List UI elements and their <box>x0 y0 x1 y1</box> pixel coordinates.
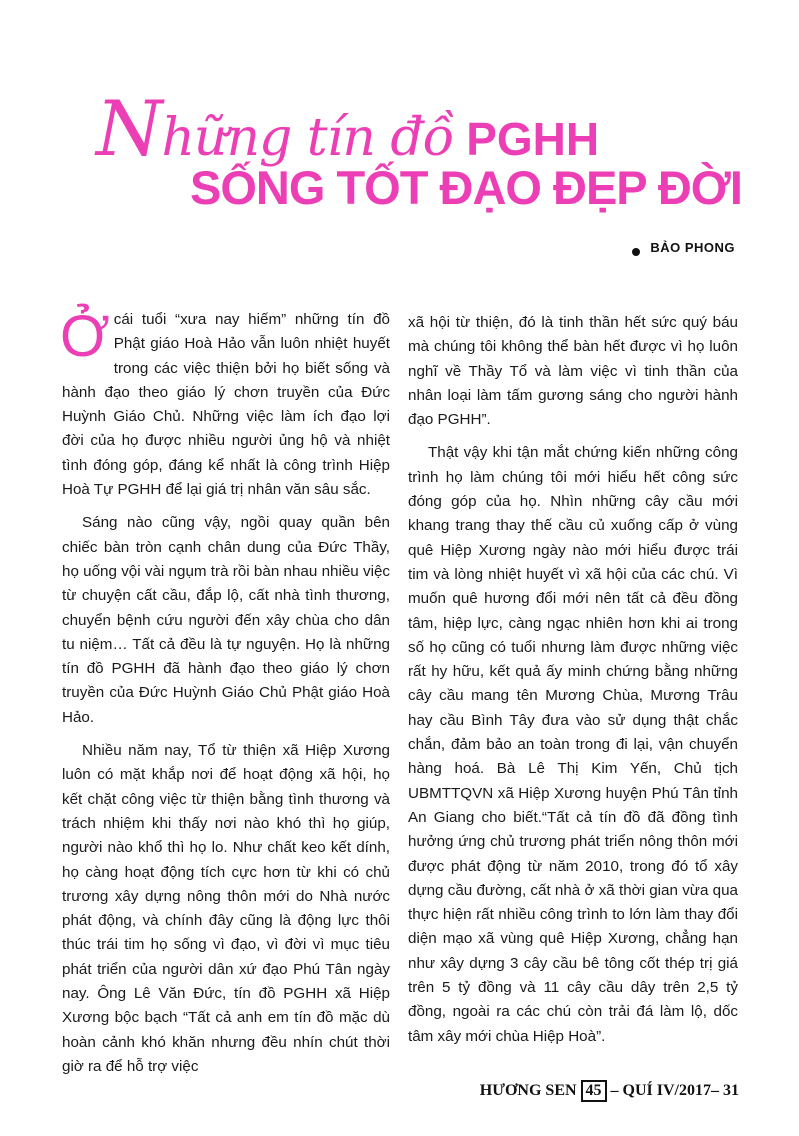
paragraph: Ởcái tuổi “xưa nay hiếm” những tín đồ Phật giáo Hoà Hảo vẫn luôn nhiệt huyết trong các việc thiện bởi họ biết sống và hành đạo theo giáo lý chơn truyền của Đức Huỳnh Giáo Chủ. Những việc làm ích đạo lợi đời của họ được nhiều người ủng hộ và nhiệt tình đóng góp, đáng kể nhất là công trình Hiệp Hoà Tự PGHH để lại giá trị nhân văn sâu sắc. <box>60 304 390 499</box>
title-bold-text: PGHH <box>453 113 600 165</box>
magazine-name: HƯƠNG SEN <box>479 1082 577 1099</box>
bullet-icon <box>632 248 640 256</box>
article-column-left <box>60 304 390 1088</box>
paragraph: Thật vậy khi tận mắt chứng kiến những công trình họ làm chúng tôi mới hiểu hết công sức đóng góp của họ. Nhìn những cây cầu mới khang trang thay thế cầu củ xuống cấp ở vùng quê Hiệp Xương ngày nào mới hiểu được trái tim và lòng nhiệt huyết vì xã hội của các chú. Vì muốn quê hương đổi mới nên tất cả đều đồng tâm, hiệp lực, càng ngạc nhiên hơn khi ai trong số họ cũng có tuổi nhưng làm được những việc rất hy hữu, kết quả ấy minh chứng bằng những cây cầu mang tên Mương Chùa, Mương Trâu hay cầu Bình Tây đưa vào sử dụng thật chắc chắn, đảm bảo an toàn trong đi lại, vận chuyển hàng hoá. Bà Lê Thị Kim Yến, Chủ tịch UBMTTQVN xã Hiệp Xương huyện Phú Tân tỉnh An Giang cho biết.“Tất cả tín đồ đã đồng tình hưởng ứng chủ trương phát triển nông thôn mới được phát động từ năm 2010, trong đó tổ xây dựng cầu đường, cất nhà ở xã thời gian vừa qua thực hiện rất nhiều công trình to lớn làm thay đổi diện mạo xã vùng quê Hiệp Xương, chẳng hạn như xây dựng 3 cây cầu bê tông cốt thép trị giá trên 5 tỷ đồng và 11 cây cầu dây trên 2,5 tỷ đồng, ngoài ra các chú còn trải đá làm lộ, dốc tâm xây mới chùa Hiệp Hoà”. <box>408 444 738 1045</box>
title-script-initial: N <box>96 84 162 173</box>
article-title-line-2: SỐNG TỐT ĐẠO ĐẸP ĐỜI <box>190 161 742 214</box>
paragraph: Nhiều năm nay, Tổ từ thiện xã Hiệp Xương luôn có mặt khắp nơi để hoạt động xã hội, họ kết chặt công việc từ thiện bằng tình thương và trách nhiệm khi thấy nơi nào khó thì họ giúp, người nào khổ thì họ lo. Như chất keo kết dính, họ càng hoạt động tích cực hơn từ khi có chủ trương xây dựng nông thôn mới do Nhà nước phát động, và chính đây cũng là động lực thôi thúc trái tim họ sống vì đạo, vì đời vì mục tiêu phát triển của người dân xứ đạo Phú Tân ngày nay. Ông Lê Văn Đức, tín đồ PGHH xã Hiệp Xương bộc bạch “Tất cả anh em tín đồ mặc dù hoàn cảnh khó khăn nhưng đều nhín chút thời giờ ra để hỗ trợ việc <box>62 742 390 1075</box>
article-column-right <box>408 311 738 1058</box>
paragraph: xã hội từ thiện, đó là tinh thần hết sức quý báu mà chúng tôi không thể bàn hết được vì họ luôn nghĩ về Thầy Tổ và làm việc vì tinh thần của nhân loại làm tấm gương sáng cho người hành đạo PGHH”. <box>408 314 738 429</box>
issue-label: – QUÍ IV/2017– <box>610 1082 719 1099</box>
page-number: 31 <box>723 1082 739 1099</box>
title-script-rest: hững tín đồ <box>161 108 454 168</box>
issue-number-box: 45 <box>581 1080 607 1102</box>
byline <box>632 240 735 256</box>
author-name: BẢO PHONG <box>650 240 735 255</box>
page-footer <box>480 1080 739 1102</box>
drop-cap: Ở <box>60 304 110 369</box>
paragraph: Sáng nào cũng vậy, ngồi quay quần bên chiếc bàn tròn cạnh chân dung của Đức Thầy, họ uống vội vài ngụm trà rồi bàn nhau nhiều việc từ chuyện cất cầu, đắp lộ, cất nhà tình thương, chuyển bệnh cứu người đến xây chùa cho dân tu niệm… Tất cả đều là tự nguyện. Họ là những tín đồ PGHH đã hành đạo theo giáo lý chơn truyền của Đức Huỳnh Giáo Chủ Phật giáo Hoà Hảo. <box>62 514 390 726</box>
title-script-text <box>96 84 454 173</box>
